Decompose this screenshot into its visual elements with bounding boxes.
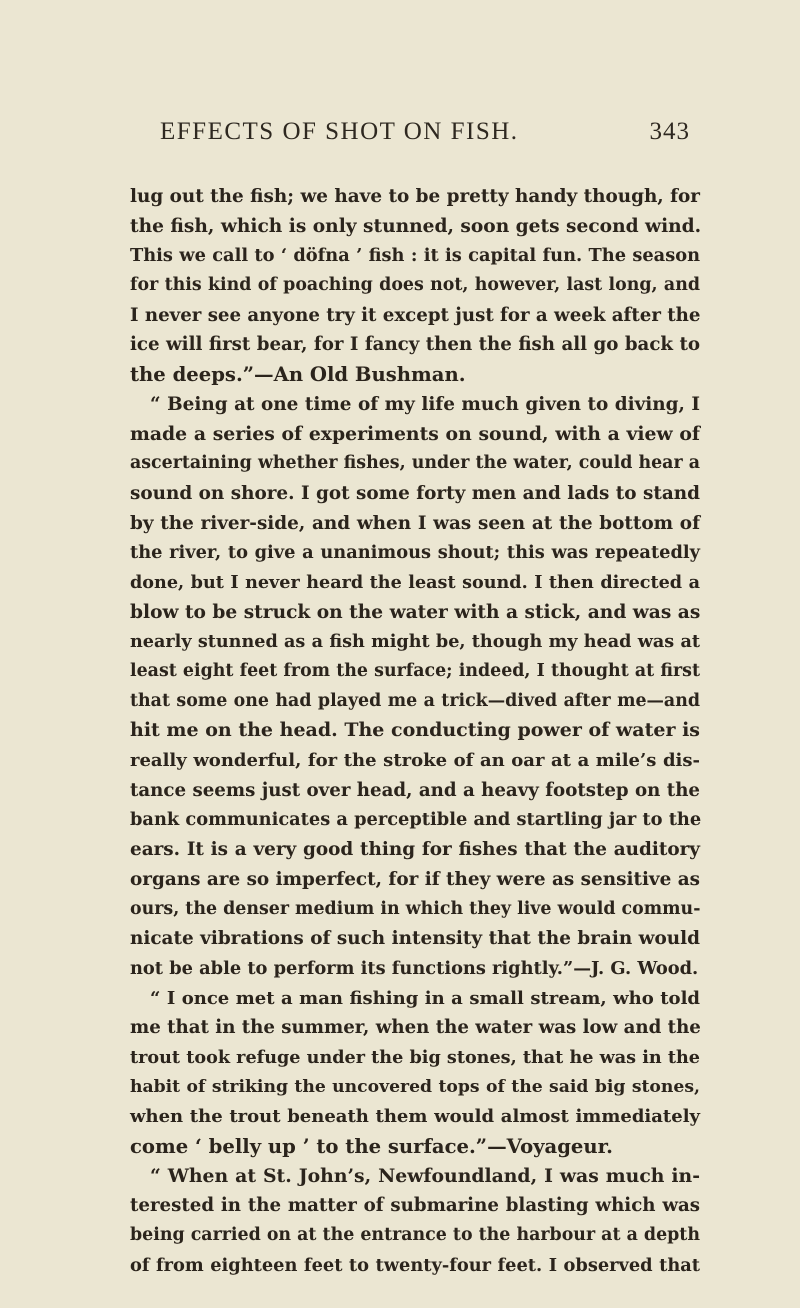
text-line: tance seems just over head, and a heavy footstep on the bbox=[130, 779, 700, 801]
text-line: blow to be struck on the water with a stick, and was as bbox=[130, 601, 701, 623]
text-line: when the trout beneath them would almost immediately bbox=[130, 1106, 700, 1128]
text-line: the deeps.”—An Old Bushman. bbox=[130, 363, 466, 387]
text-line: not be able to perform its functions rightly.”—J. G. Wood. bbox=[130, 957, 699, 979]
running-title: EFFECTS OF SHOT ON FISH. bbox=[160, 118, 519, 145]
text-line: trout took refuge under the big stones, that he was in the bbox=[130, 1046, 700, 1068]
text-line: sound on shore. I got some forty men and lads to stand bbox=[130, 482, 700, 504]
text-line: done, but I never heard the least sound. I then directed a bbox=[130, 571, 700, 593]
text-line: I never see anyone try it except just for a week after the bbox=[130, 304, 701, 326]
text-line: come ‘ belly up ’ to the surface.”—Voyageur. bbox=[130, 1135, 613, 1158]
page-number: 343 bbox=[649, 118, 690, 145]
body-text bbox=[130, 182, 700, 1280]
text-line: nearly stunned as a fish might be, though my head was at bbox=[130, 631, 700, 653]
text-line: bank communicates a perceptible and startling jar to the bbox=[130, 809, 702, 831]
text-line: by the river-side, and when I was seen at the bottom of bbox=[130, 512, 700, 534]
text-line: me that in the summer, when the water was low and the bbox=[130, 1017, 701, 1039]
text-line: ears. It is a very good thing for fishes that the auditory bbox=[130, 839, 700, 861]
text-line: being carried on at the entrance to the harbour at a depth bbox=[130, 1225, 700, 1246]
text-line: for this kind of poaching does not, however, last long, and bbox=[130, 275, 700, 296]
text-line: “ Being at one time of my life much given to diving, I bbox=[150, 393, 700, 415]
text-line: the fish, which is only stunned, soon gets second wind. bbox=[130, 215, 702, 237]
text-line: “ I once met a man fishing in a small stream, who told bbox=[150, 987, 700, 1009]
text-line: nicate vibrations of such intensity that the brain would bbox=[130, 928, 700, 950]
text-line: habit of striking the uncovered tops of the said big stones, bbox=[130, 1076, 700, 1097]
text-line: the river, to give a unanimous shout; this was repeatedly bbox=[130, 542, 700, 564]
text-line: This we call to ‘ döfna ’ fish : it is capital fun. The season bbox=[130, 245, 700, 267]
text-line: that some one had played me a trick—dived after me—and bbox=[130, 690, 700, 711]
text-line: least eight feet from the surface; indeed, I thought at first bbox=[130, 661, 700, 681]
text-line: ours, the denser medium in which they live would commu- bbox=[130, 898, 701, 919]
text-line: of from eighteen feet to twenty-four feet. I observed that bbox=[130, 1254, 700, 1276]
text-line: organs are so imperfect, for if they were as sensitive as bbox=[130, 868, 700, 890]
text-line: “ When at St. John’s, Newfoundland, I was much in- bbox=[150, 1164, 700, 1187]
text-line: made a series of experiments on sound, with a view of bbox=[130, 422, 700, 445]
text-line: really wonderful, for the stroke of an oar at a mile’s dis- bbox=[130, 750, 700, 772]
page-header bbox=[150, 118, 690, 158]
text-line: ice will first bear, for I fancy then the fish all go back to bbox=[130, 334, 700, 356]
text-line: ascertaining whether fishes, under the water, could hear a bbox=[130, 453, 700, 474]
text-line: hit me on the head. The conducting power of water is bbox=[130, 719, 700, 742]
text-line: lug out the fish; we have to be pretty handy though, for bbox=[130, 186, 700, 207]
text-line: terested in the matter of submarine blasting which was bbox=[130, 1195, 700, 1217]
